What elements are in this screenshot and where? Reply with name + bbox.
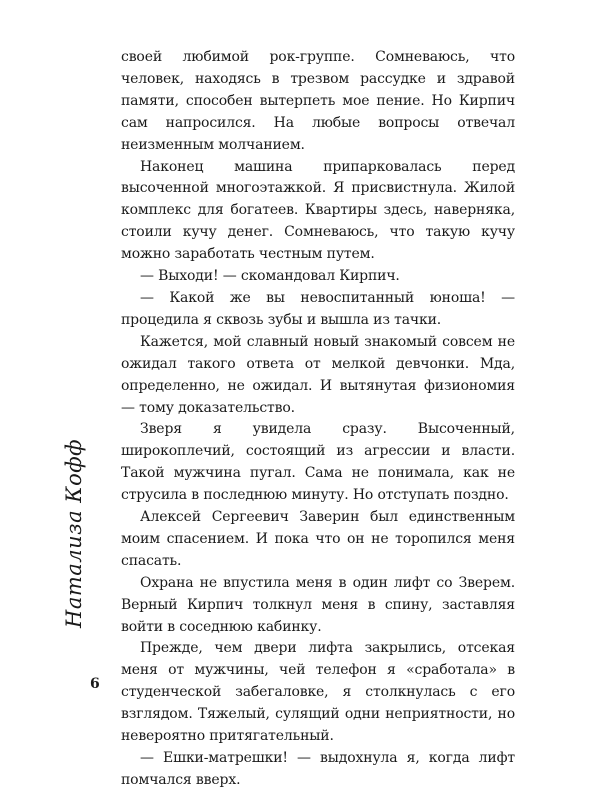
paragraph: — Ешки-матрешки! — выдохнула я, когда лифт помчался вверх. [121,750,515,788]
author-name: Натализа Кофф [62,438,86,628]
paragraph: — Какой же вы невоспитанный юноша! — процедила я сквозь зубы и вышла из тачки. [121,289,515,328]
body-text [121,47,515,792]
page-number: 6 [90,676,100,692]
paragraph: Алексей Сергеевич Заверин был единственным моим спасением. И пока что он не торопился меня спасать. [121,509,515,569]
paragraph: Зверя я увидела сразу. Высоченный, широкоплечий, состоящий из агрессии и власти. Такой мужчина пугал. Сама не понимала, как не струсила в последнюю минуту. Но отступать поздно. [121,421,515,504]
paragraph: Охрана не впустила меня в один лифт со Зверем. Верный Кирпич толкнул меня в спину, заставляя войти в соседнюю кабинку. [121,574,515,635]
paragraph: Наконец машина припарковалась перед высоченной многоэтажкой. Я присвистнула. Жилой комплекс для богатеев. Квартиры здесь, наверняка, стоили кучу денег. Сомневаюсь, что такую кучу можно заработать честным путем. [121,158,515,263]
paragraph: — Выходи! — скомандовал Кирпич. [140,268,400,285]
paragraph: своей любимой рок-группе. Сомневаюсь, что человек, находясь в трезвом рассудке и здравой памяти, способен вытерпеть мое пение. Но Кирпич сам напросился. На любые вопросы отвечал неизменным молчанием. [121,49,515,153]
paragraph: Прежде, чем двери лифта закрылись, отсекая меня от мужчины, чей телефон я «сработала» в студенческой забегаловке, я столкнулась с его взглядом. Тяжелый, сулящий одни неприятности, но невероятно притягательный. [121,640,515,745]
paragraph: Кажется, мой славный новый знакомый совсем не ожидал такого ответа от мелкой девчонки. Мда, определенно, не ожидал. И вытянутая физиономия — тому доказательство. [121,333,515,416]
